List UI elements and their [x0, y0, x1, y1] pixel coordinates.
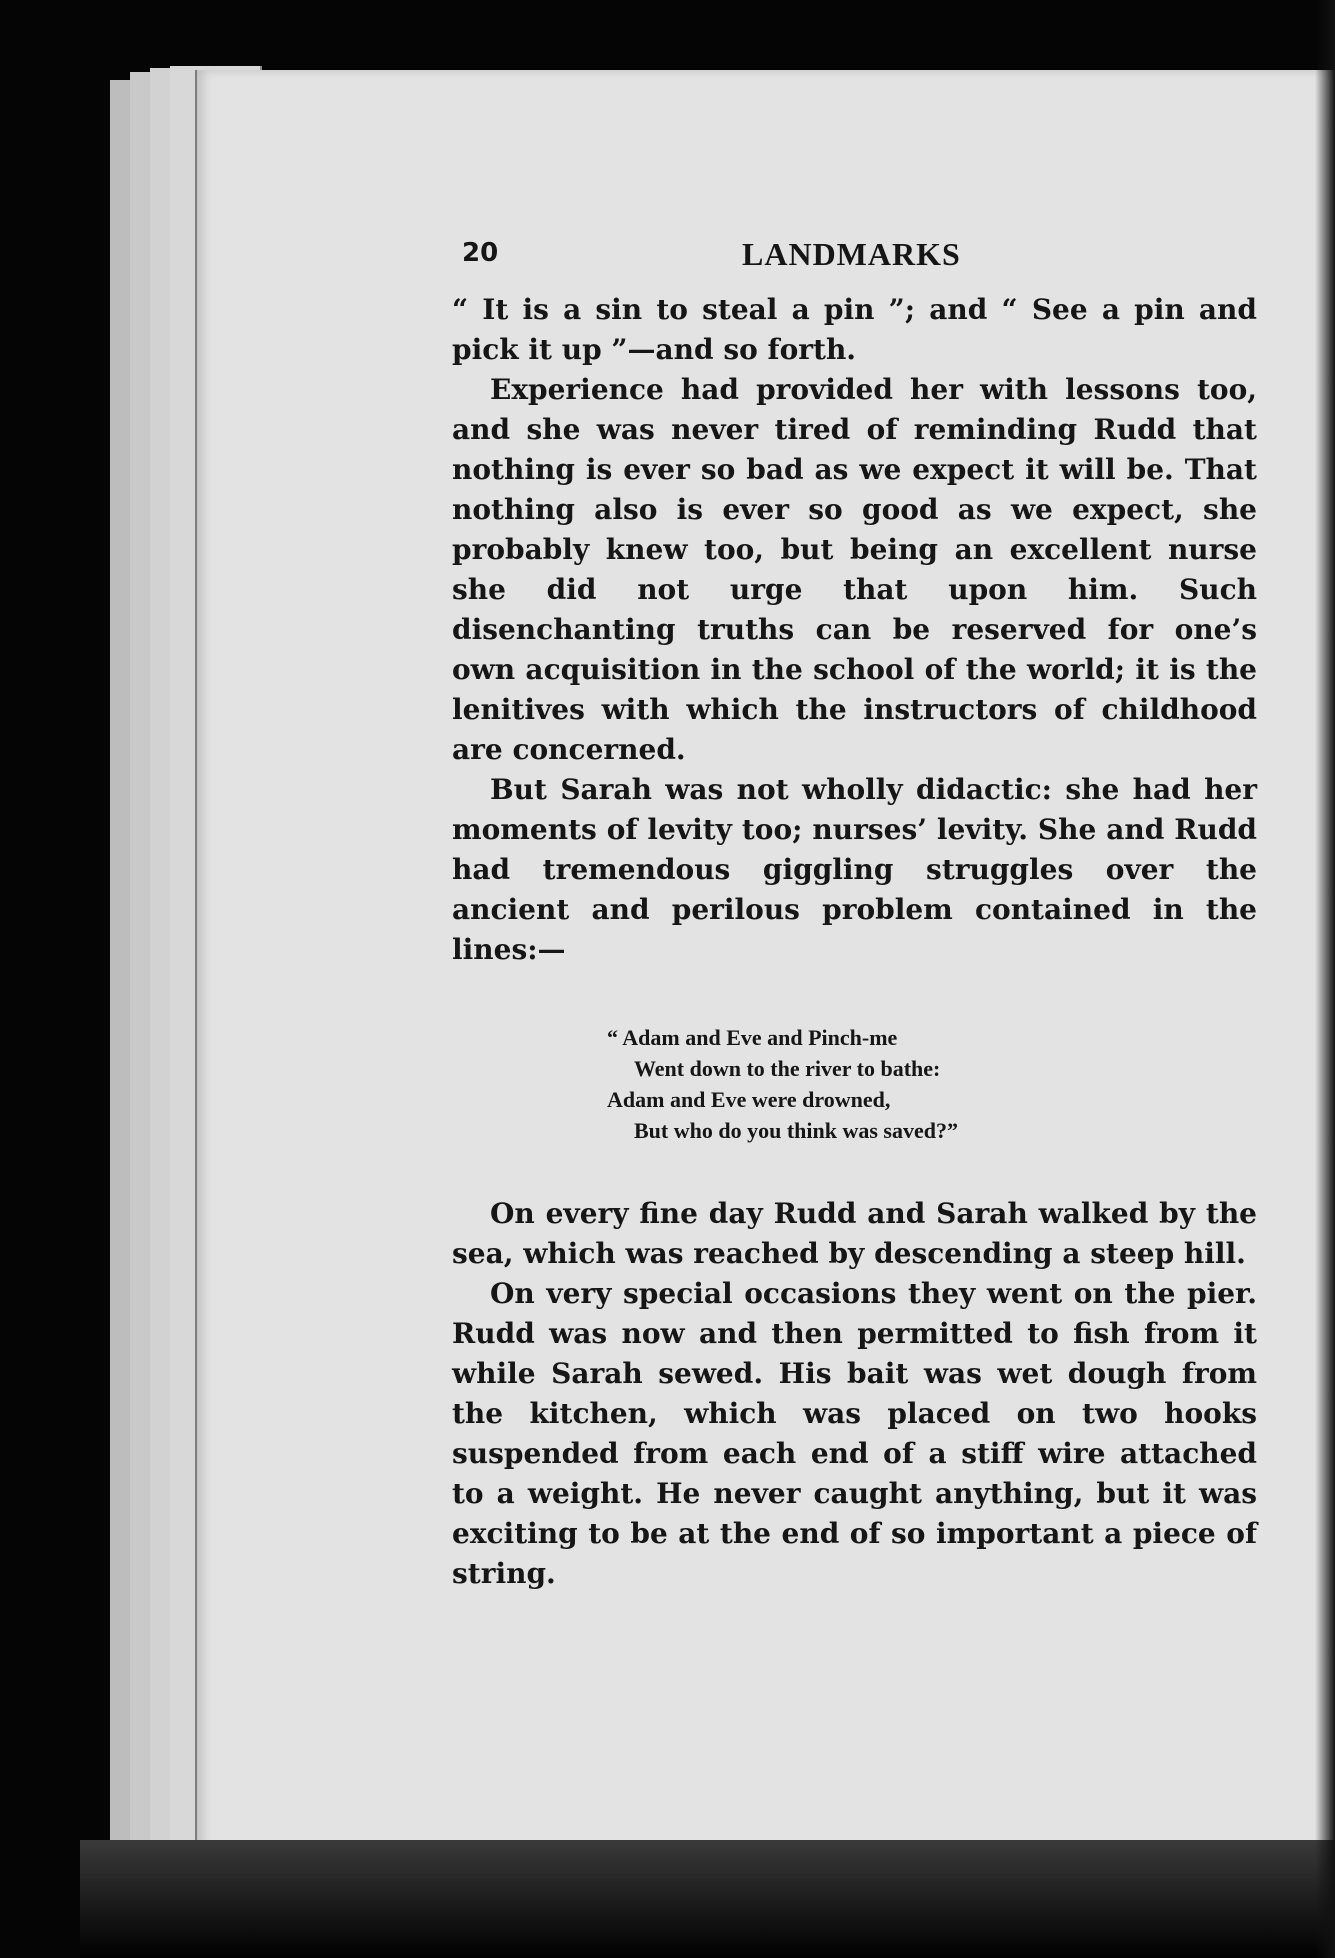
verse-line: But who do you think was saved?”	[634, 1118, 958, 1143]
page-number: 20	[462, 238, 499, 268]
paragraph: But Sarah was not wholly didactic: she had her moments of levity too; nurses’ levity. She and Rudd had tremendous giggling struggles over the ancient and perilous problem contained in the lines:—	[452, 773, 1257, 966]
paragraph: “ It is a sin to steal a pin ”; and “ See a pin and pick it up ”—and so forth.	[452, 293, 1257, 366]
running-head	[452, 230, 1257, 290]
page-text	[452, 230, 1257, 1594]
verse-line: Went down to the river to bathe:	[634, 1056, 941, 1081]
right-shadow	[1315, 0, 1335, 1958]
paragraph: Experience had provided her with lessons too, and she was never tired of reminding Rudd that nothing is ever so bad as we expect it will be. That nothing also is ever so good as we expect, she probably knew too, but being an excellent nurse she did not urge that upon him. Such disenchanting truths can be reserved for one’s own acquisition in the school of the world; it is the lenitives with which the instructors of childhood are concerned.	[452, 373, 1257, 766]
verse-line: Adam and Eve were drowned,	[607, 1087, 891, 1112]
verse-line: “ Adam and Eve and Pinch-me	[607, 1025, 898, 1050]
running-title: LANDMARKS	[742, 236, 961, 272]
paragraph: On very special occasions they went on the pier. Rudd was now and then permitted to fish from it while Sarah sewed. His bait was wet dough from the kitchen, which was placed on two hooks suspended from each end of a stiff wire attached to a weight. He never caught anything, but it was exciting to be at the end of so important a piece of string.	[452, 1277, 1257, 1590]
bottom-shadow	[80, 1840, 1335, 1958]
paragraph: On every fine day Rudd and Sarah walked by the sea, which was reached by descending a steep hill.	[452, 1197, 1257, 1270]
verse	[607, 1022, 1257, 1146]
